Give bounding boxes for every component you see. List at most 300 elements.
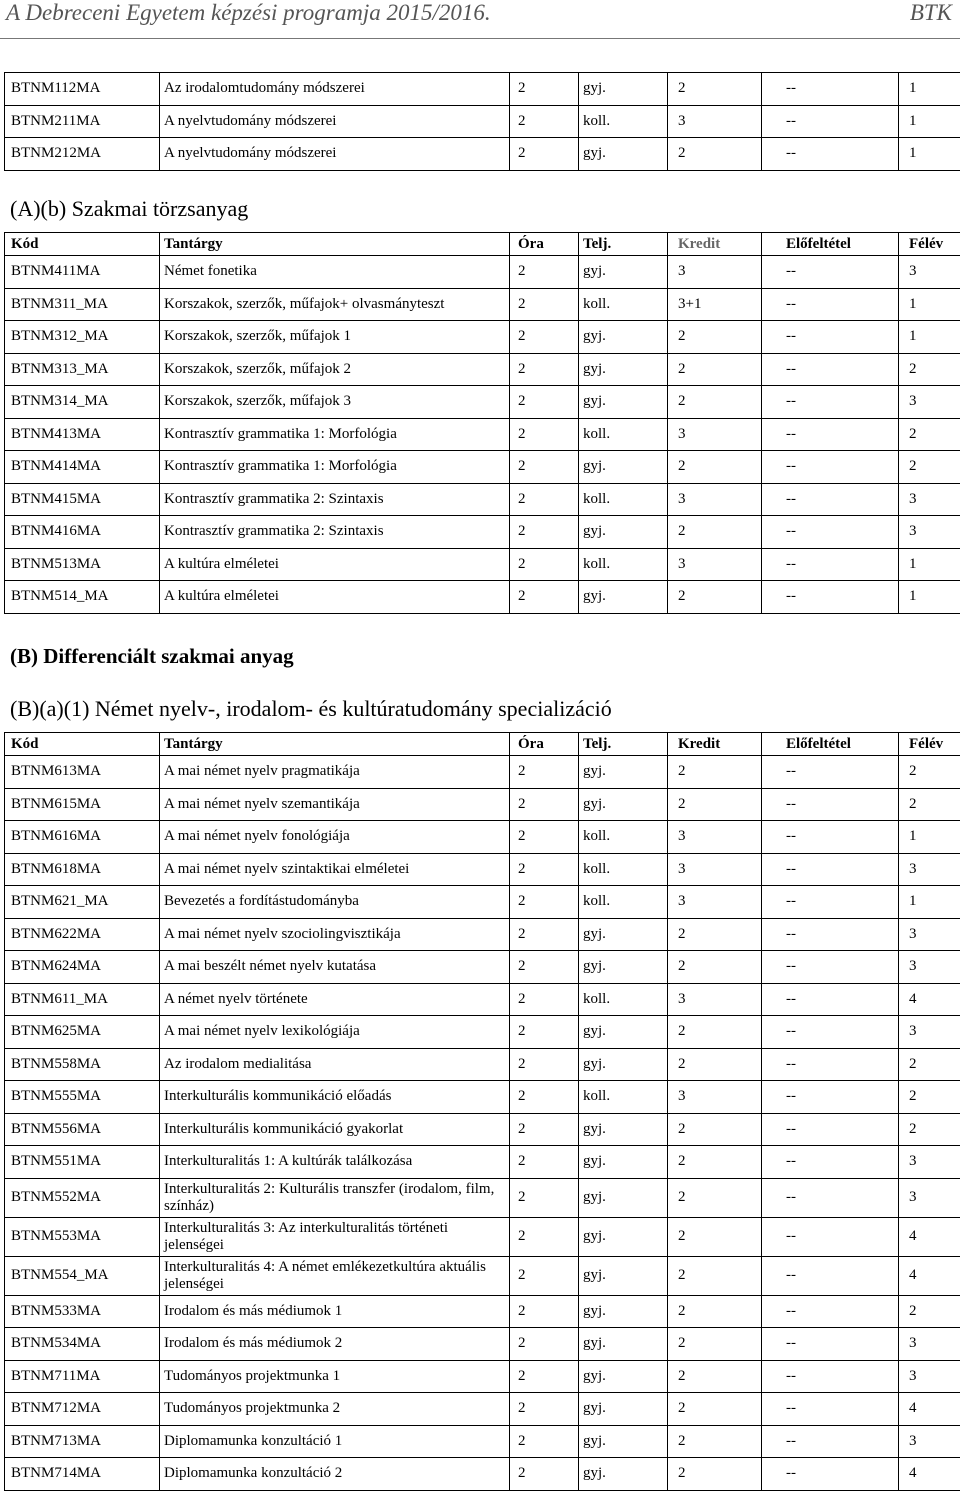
course-code: BTNM413MA bbox=[5, 418, 160, 451]
course-subject: Német fonetika bbox=[160, 256, 510, 289]
course-credit: 3+1 bbox=[668, 288, 762, 321]
course-credit: 2 bbox=[668, 1113, 762, 1146]
column-header-course-credit: Kredit bbox=[668, 733, 762, 756]
table-row bbox=[5, 1393, 960, 1426]
course-assessment: koll. bbox=[579, 1081, 668, 1114]
course-assessment: gyj. bbox=[579, 451, 668, 484]
course-credit: 3 bbox=[668, 105, 762, 138]
course-assessment: gyj. bbox=[579, 788, 668, 821]
course-hours: 2 bbox=[510, 886, 579, 919]
course-prerequisite: -- bbox=[762, 756, 899, 789]
course-hours: 2 bbox=[510, 73, 579, 106]
table-row bbox=[5, 1113, 960, 1146]
course-subject: A kultúra elméletei bbox=[160, 581, 510, 614]
course-code: BTNM624MA bbox=[5, 951, 160, 984]
course-code: BTNM616MA bbox=[5, 821, 160, 854]
course-assessment: gyj. bbox=[579, 581, 668, 614]
course-semester: 2 bbox=[899, 1113, 960, 1146]
course-credit: 2 bbox=[668, 756, 762, 789]
course-code: BTNM212MA bbox=[5, 138, 160, 171]
course-prerequisite: -- bbox=[762, 788, 899, 821]
course-code: BTNM411MA bbox=[5, 256, 160, 289]
course-assessment: gyj. bbox=[579, 1328, 668, 1361]
course-credit: 2 bbox=[668, 1393, 762, 1426]
course-credit: 2 bbox=[668, 1217, 762, 1256]
course-credit: 2 bbox=[668, 1425, 762, 1458]
table-row bbox=[5, 138, 960, 171]
course-prerequisite: -- bbox=[762, 288, 899, 321]
course-credit: 2 bbox=[668, 1256, 762, 1295]
course-code: BTNM553MA bbox=[5, 1217, 160, 1256]
course-semester: 2 bbox=[899, 451, 960, 484]
course-subject: A mai német nyelv fonológiája bbox=[160, 821, 510, 854]
course-assessment: gyj. bbox=[579, 951, 668, 984]
course-semester: 1 bbox=[899, 581, 960, 614]
course-subject: Interkulturális kommunikáció előadás bbox=[160, 1081, 510, 1114]
course-code: BTNM555MA bbox=[5, 1081, 160, 1114]
course-assessment: koll. bbox=[579, 483, 668, 516]
course-semester: 2 bbox=[899, 1295, 960, 1328]
table-row bbox=[5, 1425, 960, 1458]
course-prerequisite: -- bbox=[762, 1295, 899, 1328]
course-subject: Kontrasztív grammatika 2: Szintaxis bbox=[160, 516, 510, 549]
course-subject: Interkulturalitás 3: Az interkulturalitás történeti jelenségei bbox=[160, 1217, 510, 1256]
table-row bbox=[5, 321, 960, 354]
course-credit: 2 bbox=[668, 1146, 762, 1179]
course-code: BTNM552MA bbox=[5, 1178, 160, 1217]
course-assessment: gyj. bbox=[579, 1256, 668, 1295]
course-code: BTNM625MA bbox=[5, 1016, 160, 1049]
course-semester: 3 bbox=[899, 918, 960, 951]
course-code: BTNM714MA bbox=[5, 1458, 160, 1491]
course-hours: 2 bbox=[510, 321, 579, 354]
course-subject: Irodalom és más médiumok 2 bbox=[160, 1328, 510, 1361]
course-assessment: koll. bbox=[579, 548, 668, 581]
course-semester: 1 bbox=[899, 321, 960, 354]
table-row bbox=[5, 353, 960, 386]
table-row bbox=[5, 105, 960, 138]
table-row bbox=[5, 256, 960, 289]
course-code: BTNM311_MA bbox=[5, 288, 160, 321]
course-subject: A mai beszélt német nyelv kutatása bbox=[160, 951, 510, 984]
course-subject: Diplomamunka konzultáció 2 bbox=[160, 1458, 510, 1491]
course-assessment: gyj. bbox=[579, 138, 668, 171]
table-row bbox=[5, 1295, 960, 1328]
course-subject: Kontrasztív grammatika 1: Morfológia bbox=[160, 418, 510, 451]
course-assessment: koll. bbox=[579, 853, 668, 886]
page-header bbox=[0, 0, 960, 40]
course-assessment: koll. bbox=[579, 288, 668, 321]
course-assessment: gyj. bbox=[579, 1425, 668, 1458]
course-prerequisite: -- bbox=[762, 1256, 899, 1295]
course-code: BTNM312_MA bbox=[5, 321, 160, 354]
course-credit: 2 bbox=[668, 1295, 762, 1328]
table-row bbox=[5, 983, 960, 1016]
course-credit: 2 bbox=[668, 951, 762, 984]
course-subject: A mai német nyelv pragmatikája bbox=[160, 756, 510, 789]
course-subject: Irodalom és más médiumok 1 bbox=[160, 1295, 510, 1328]
course-prerequisite: -- bbox=[762, 1113, 899, 1146]
course-hours: 2 bbox=[510, 918, 579, 951]
table-row bbox=[5, 386, 960, 419]
course-assessment: koll. bbox=[579, 886, 668, 919]
course-subject: Korszakok, szerzők, műfajok 1 bbox=[160, 321, 510, 354]
course-credit: 2 bbox=[668, 1360, 762, 1393]
course-assessment: gyj. bbox=[579, 256, 668, 289]
course-semester: 1 bbox=[899, 73, 960, 106]
course-assessment: gyj. bbox=[579, 1146, 668, 1179]
course-prerequisite: -- bbox=[762, 821, 899, 854]
course-code: BTNM611_MA bbox=[5, 983, 160, 1016]
course-subject: Az irodalomtudomány módszerei bbox=[160, 73, 510, 106]
course-hours: 2 bbox=[510, 288, 579, 321]
course-hours: 2 bbox=[510, 1328, 579, 1361]
course-subject: Korszakok, szerzők, műfajok+ olvasmányteszt bbox=[160, 288, 510, 321]
course-semester: 2 bbox=[899, 353, 960, 386]
course-hours: 2 bbox=[510, 1081, 579, 1114]
course-credit: 2 bbox=[668, 451, 762, 484]
course-assessment: gyj. bbox=[579, 1016, 668, 1049]
column-header-course-credit: Kredit bbox=[668, 233, 762, 256]
course-hours: 2 bbox=[510, 1016, 579, 1049]
column-header-course-code: Kód bbox=[5, 233, 160, 256]
course-credit: 3 bbox=[668, 418, 762, 451]
table-row bbox=[5, 821, 960, 854]
column-header-course-assessment: Telj. bbox=[579, 733, 668, 756]
course-hours: 2 bbox=[510, 105, 579, 138]
course-assessment: gyj. bbox=[579, 516, 668, 549]
course-credit: 2 bbox=[668, 581, 762, 614]
course-subject: Korszakok, szerzők, műfajok 3 bbox=[160, 386, 510, 419]
course-assessment: koll. bbox=[579, 105, 668, 138]
table-row bbox=[5, 1256, 960, 1295]
course-semester: 3 bbox=[899, 853, 960, 886]
course-semester: 3 bbox=[899, 1178, 960, 1217]
section-title-differentiated: (B) Differenciált szakmai anyag bbox=[10, 644, 294, 668]
course-credit: 3 bbox=[668, 983, 762, 1016]
course-semester: 3 bbox=[899, 483, 960, 516]
course-prerequisite: -- bbox=[762, 451, 899, 484]
course-credit: 3 bbox=[668, 256, 762, 289]
course-prerequisite: -- bbox=[762, 548, 899, 581]
course-hours: 2 bbox=[510, 1113, 579, 1146]
course-prerequisite: -- bbox=[762, 983, 899, 1016]
course-hours: 2 bbox=[510, 516, 579, 549]
course-subject: A nyelvtudomány módszerei bbox=[160, 105, 510, 138]
course-hours: 2 bbox=[510, 788, 579, 821]
table-row bbox=[5, 451, 960, 484]
course-prerequisite: -- bbox=[762, 1016, 899, 1049]
course-hours: 2 bbox=[510, 548, 579, 581]
course-code: BTNM554_MA bbox=[5, 1256, 160, 1295]
table-header-row bbox=[5, 233, 960, 256]
course-assessment: gyj. bbox=[579, 1393, 668, 1426]
course-credit: 3 bbox=[668, 483, 762, 516]
course-subject: A mai német nyelv lexikológiája bbox=[160, 1016, 510, 1049]
course-subject: Az irodalom medialitása bbox=[160, 1048, 510, 1081]
course-semester: 2 bbox=[899, 1048, 960, 1081]
course-semester: 3 bbox=[899, 386, 960, 419]
course-subject: Interkulturális kommunikáció gyakorlat bbox=[160, 1113, 510, 1146]
course-hours: 2 bbox=[510, 821, 579, 854]
table-row bbox=[5, 418, 960, 451]
course-semester: 1 bbox=[899, 886, 960, 919]
course-credit: 2 bbox=[668, 516, 762, 549]
course-code: BTNM556MA bbox=[5, 1113, 160, 1146]
course-prerequisite: -- bbox=[762, 918, 899, 951]
course-hours: 2 bbox=[510, 1217, 579, 1256]
course-credit: 2 bbox=[668, 386, 762, 419]
column-header-course-semester: Félév bbox=[899, 733, 960, 756]
column-header-course-prerequisite: Előfeltétel bbox=[762, 733, 899, 756]
course-prerequisite: -- bbox=[762, 886, 899, 919]
course-subject: Kontrasztív grammatika 2: Szintaxis bbox=[160, 483, 510, 516]
course-assessment: gyj. bbox=[579, 353, 668, 386]
course-prerequisite: -- bbox=[762, 1217, 899, 1256]
course-code: BTNM622MA bbox=[5, 918, 160, 951]
column-header-course-code: Kód bbox=[5, 733, 160, 756]
course-assessment: gyj. bbox=[579, 756, 668, 789]
course-subject: Interkulturalitás 4: A német emlékezetkultúra aktuális jelenségei bbox=[160, 1256, 510, 1295]
course-hours: 2 bbox=[510, 1393, 579, 1426]
course-semester: 2 bbox=[899, 418, 960, 451]
course-credit: 3 bbox=[668, 548, 762, 581]
course-credit: 2 bbox=[668, 1178, 762, 1217]
course-hours: 2 bbox=[510, 951, 579, 984]
course-hours: 2 bbox=[510, 1425, 579, 1458]
course-hours: 2 bbox=[510, 138, 579, 171]
course-subject: Diplomamunka konzultáció 1 bbox=[160, 1425, 510, 1458]
course-code: BTNM414MA bbox=[5, 451, 160, 484]
course-credit: 2 bbox=[668, 1016, 762, 1049]
course-assessment: gyj. bbox=[579, 918, 668, 951]
course-subject: Bevezetés a fordítástudományba bbox=[160, 886, 510, 919]
table-row bbox=[5, 288, 960, 321]
course-code: BTNM618MA bbox=[5, 853, 160, 886]
course-semester: 3 bbox=[899, 256, 960, 289]
course-hours: 2 bbox=[510, 1256, 579, 1295]
course-subject: A mai német nyelv szemantikája bbox=[160, 788, 510, 821]
course-code: BTNM514_MA bbox=[5, 581, 160, 614]
course-prerequisite: -- bbox=[762, 516, 899, 549]
course-subject: A mai német nyelv szintaktikai elméletei bbox=[160, 853, 510, 886]
course-hours: 2 bbox=[510, 418, 579, 451]
table-row bbox=[5, 886, 960, 919]
course-code: BTNM533MA bbox=[5, 1295, 160, 1328]
course-prerequisite: -- bbox=[762, 1146, 899, 1179]
course-assessment: gyj. bbox=[579, 1360, 668, 1393]
table-row bbox=[5, 483, 960, 516]
course-assessment: gyj. bbox=[579, 1113, 668, 1146]
course-prerequisite: -- bbox=[762, 256, 899, 289]
course-code: BTNM613MA bbox=[5, 756, 160, 789]
faculty-label: BTK bbox=[909, 0, 952, 25]
table-row bbox=[5, 788, 960, 821]
course-semester: 4 bbox=[899, 1393, 960, 1426]
course-prerequisite: -- bbox=[762, 1393, 899, 1426]
course-prerequisite: -- bbox=[762, 1178, 899, 1217]
course-prerequisite: -- bbox=[762, 73, 899, 106]
course-prerequisite: -- bbox=[762, 353, 899, 386]
course-assessment: koll. bbox=[579, 983, 668, 1016]
table-header-row bbox=[5, 733, 960, 756]
course-prerequisite: -- bbox=[762, 418, 899, 451]
course-credit: 2 bbox=[668, 138, 762, 171]
course-subject: Interkulturalitás 1: A kultúrák találkozása bbox=[160, 1146, 510, 1179]
course-assessment: koll. bbox=[579, 821, 668, 854]
course-code: BTNM534MA bbox=[5, 1328, 160, 1361]
section-title-core: (A)(b) Szakmai törzsanyag bbox=[10, 196, 249, 221]
course-hours: 2 bbox=[510, 1360, 579, 1393]
course-hours: 2 bbox=[510, 983, 579, 1016]
course-code: BTNM711MA bbox=[5, 1360, 160, 1393]
course-credit: 3 bbox=[668, 821, 762, 854]
course-prerequisite: -- bbox=[762, 951, 899, 984]
course-code: BTNM415MA bbox=[5, 483, 160, 516]
column-header-course-subject: Tantárgy bbox=[160, 233, 510, 256]
course-semester: 3 bbox=[899, 1016, 960, 1049]
course-hours: 2 bbox=[510, 1048, 579, 1081]
course-semester: 1 bbox=[899, 548, 960, 581]
course-code: BTNM621_MA bbox=[5, 886, 160, 919]
column-header-course-subject: Tantárgy bbox=[160, 733, 510, 756]
course-table-specialization bbox=[4, 732, 960, 1491]
course-credit: 2 bbox=[668, 1048, 762, 1081]
course-prerequisite: -- bbox=[762, 1360, 899, 1393]
table-row bbox=[5, 1178, 960, 1217]
course-semester: 3 bbox=[899, 1360, 960, 1393]
course-assessment: gyj. bbox=[579, 1048, 668, 1081]
table-row bbox=[5, 516, 960, 549]
course-prerequisite: -- bbox=[762, 1048, 899, 1081]
course-credit: 2 bbox=[668, 1458, 762, 1491]
course-semester: 2 bbox=[899, 788, 960, 821]
course-semester: 3 bbox=[899, 951, 960, 984]
course-code: BTNM713MA bbox=[5, 1425, 160, 1458]
table-row bbox=[5, 1146, 960, 1179]
course-semester: 1 bbox=[899, 288, 960, 321]
course-prerequisite: -- bbox=[762, 581, 899, 614]
table-row bbox=[5, 1016, 960, 1049]
course-subject: A mai német nyelv szociolingvisztikája bbox=[160, 918, 510, 951]
course-code: BTNM558MA bbox=[5, 1048, 160, 1081]
section-subtitle-specialization: (B)(a)(1) Német nyelv-, irodalom- és kultúratudomány specializáció bbox=[10, 696, 612, 721]
course-credit: 2 bbox=[668, 788, 762, 821]
course-prerequisite: -- bbox=[762, 386, 899, 419]
course-code: BTNM615MA bbox=[5, 788, 160, 821]
course-hours: 2 bbox=[510, 483, 579, 516]
course-prerequisite: -- bbox=[762, 1458, 899, 1491]
course-hours: 2 bbox=[510, 353, 579, 386]
course-prerequisite: -- bbox=[762, 321, 899, 354]
document-title: A Debreceni Egyetem képzési programja 2015/2016. bbox=[6, 0, 491, 25]
course-code: BTNM513MA bbox=[5, 548, 160, 581]
course-code: BTNM551MA bbox=[5, 1146, 160, 1179]
course-semester: 1 bbox=[899, 138, 960, 171]
course-credit: 2 bbox=[668, 353, 762, 386]
course-subject: Kontrasztív grammatika 1: Morfológia bbox=[160, 451, 510, 484]
course-prerequisite: -- bbox=[762, 1081, 899, 1114]
course-subject: Korszakok, szerzők, műfajok 2 bbox=[160, 353, 510, 386]
table-row bbox=[5, 1081, 960, 1114]
course-semester: 4 bbox=[899, 1217, 960, 1256]
course-semester: 1 bbox=[899, 105, 960, 138]
table-row bbox=[5, 1360, 960, 1393]
table-row bbox=[5, 548, 960, 581]
column-header-course-assessment: Telj. bbox=[579, 233, 668, 256]
header-divider bbox=[0, 38, 960, 39]
course-prerequisite: -- bbox=[762, 1328, 899, 1361]
course-semester: 3 bbox=[899, 1146, 960, 1179]
course-credit: 2 bbox=[668, 73, 762, 106]
course-table-core bbox=[4, 232, 960, 614]
course-subject: A nyelvtudomány módszerei bbox=[160, 138, 510, 171]
column-header-course-semester: Félév bbox=[899, 233, 960, 256]
course-prerequisite: -- bbox=[762, 1425, 899, 1458]
table-row bbox=[5, 1217, 960, 1256]
course-code: BTNM314_MA bbox=[5, 386, 160, 419]
column-header-course-hours: Óra bbox=[510, 733, 579, 756]
course-hours: 2 bbox=[510, 386, 579, 419]
course-assessment: gyj. bbox=[579, 386, 668, 419]
course-semester: 4 bbox=[899, 1458, 960, 1491]
course-assessment: gyj. bbox=[579, 1217, 668, 1256]
course-prerequisite: -- bbox=[762, 483, 899, 516]
table-row bbox=[5, 951, 960, 984]
course-semester: 2 bbox=[899, 1081, 960, 1114]
course-semester: 3 bbox=[899, 1425, 960, 1458]
table-row bbox=[5, 756, 960, 789]
course-assessment: gyj. bbox=[579, 1295, 668, 1328]
course-code: BTNM712MA bbox=[5, 1393, 160, 1426]
course-credit: 2 bbox=[668, 918, 762, 951]
course-assessment: koll. bbox=[579, 418, 668, 451]
course-credit: 3 bbox=[668, 886, 762, 919]
course-code: BTNM313_MA bbox=[5, 353, 160, 386]
course-subject: Tudományos projektmunka 1 bbox=[160, 1360, 510, 1393]
course-assessment: gyj. bbox=[579, 73, 668, 106]
course-assessment: gyj. bbox=[579, 321, 668, 354]
course-subject: Tudományos projektmunka 2 bbox=[160, 1393, 510, 1426]
course-hours: 2 bbox=[510, 1458, 579, 1491]
table-row bbox=[5, 1328, 960, 1361]
table-row bbox=[5, 581, 960, 614]
course-table-methods bbox=[4, 72, 960, 171]
course-code: BTNM112MA bbox=[5, 73, 160, 106]
course-credit: 2 bbox=[668, 321, 762, 354]
table-row bbox=[5, 918, 960, 951]
course-credit: 3 bbox=[668, 1081, 762, 1114]
course-semester: 3 bbox=[899, 1328, 960, 1361]
course-credit: 2 bbox=[668, 1328, 762, 1361]
course-subject: Interkulturalitás 2: Kulturális transzfer (irodalom, film, színház) bbox=[160, 1178, 510, 1217]
course-hours: 2 bbox=[510, 1295, 579, 1328]
table-row bbox=[5, 1458, 960, 1491]
course-hours: 2 bbox=[510, 1178, 579, 1217]
course-credit: 3 bbox=[668, 853, 762, 886]
course-subject: A német nyelv története bbox=[160, 983, 510, 1016]
course-hours: 2 bbox=[510, 756, 579, 789]
course-assessment: gyj. bbox=[579, 1458, 668, 1491]
table-row bbox=[5, 853, 960, 886]
course-code: BTNM211MA bbox=[5, 105, 160, 138]
course-prerequisite: -- bbox=[762, 853, 899, 886]
course-hours: 2 bbox=[510, 1146, 579, 1179]
table-row bbox=[5, 1048, 960, 1081]
course-hours: 2 bbox=[510, 853, 579, 886]
course-assessment: gyj. bbox=[579, 1178, 668, 1217]
column-header-course-prerequisite: Előfeltétel bbox=[762, 233, 899, 256]
